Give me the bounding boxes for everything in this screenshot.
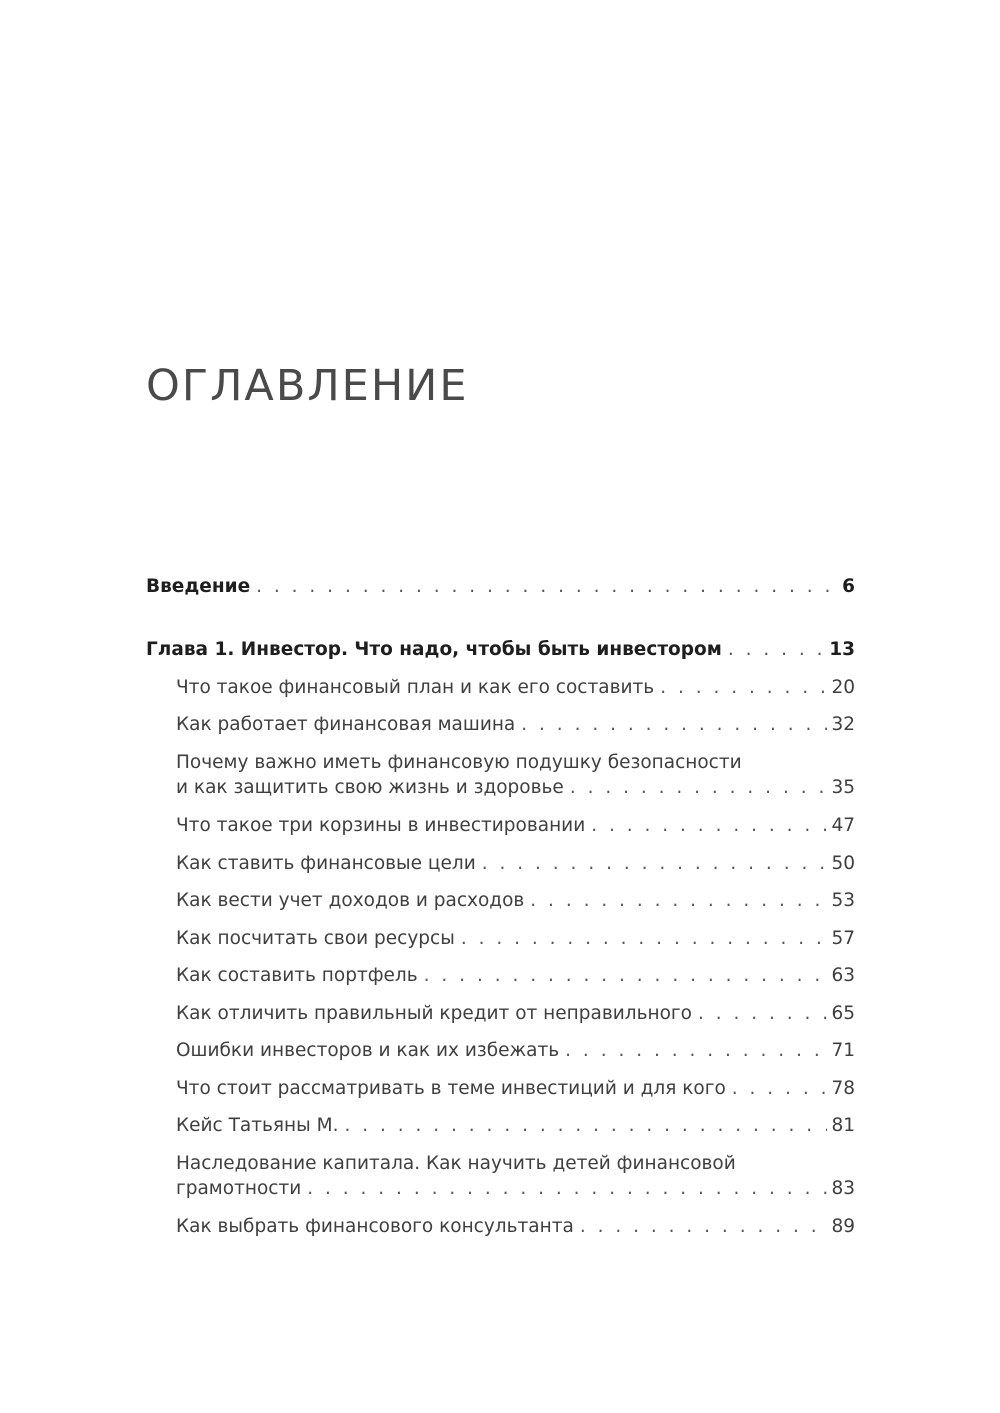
toc-entry-label: Что такое финансовый план и как его составить bbox=[176, 677, 655, 698]
page-title: ОГЛАВЛЕНИЕ bbox=[146, 361, 469, 411]
toc-entry-label: Как вести учет доходов и расходов bbox=[176, 890, 525, 911]
dot-leader bbox=[732, 1076, 828, 1101]
toc-entry[interactable] bbox=[176, 712, 855, 737]
toc-entry[interactable] bbox=[176, 1151, 855, 1201]
toc-entry[interactable] bbox=[176, 926, 855, 951]
toc-page-number: 53 bbox=[831, 890, 855, 911]
dot-leader bbox=[461, 926, 828, 951]
toc-entry-label: Как работает финансовая машина bbox=[176, 714, 516, 735]
toc-entry-label: Как составить портфель bbox=[176, 965, 418, 986]
toc-entry-label: Что такое три корзины в инвестировании bbox=[176, 815, 586, 836]
toc-entry-label: Введение bbox=[146, 576, 251, 597]
dot-leader bbox=[591, 813, 827, 838]
dot-leader bbox=[570, 775, 828, 800]
toc-entry[interactable] bbox=[176, 963, 855, 988]
toc-entry[interactable] bbox=[176, 851, 855, 876]
toc-page-number: 65 bbox=[831, 1003, 855, 1024]
toc-entry[interactable] bbox=[176, 1001, 855, 1026]
dot-leader bbox=[660, 675, 827, 700]
toc-page-number: 81 bbox=[831, 1115, 855, 1136]
dot-leader bbox=[530, 888, 827, 913]
toc-entry[interactable] bbox=[176, 1038, 855, 1063]
toc-entry[interactable] bbox=[176, 750, 855, 800]
toc-page-number: 13 bbox=[829, 639, 855, 660]
toc-entry-label: Как отличить правильный кредит от неправильного bbox=[176, 1003, 692, 1024]
toc-entry[interactable] bbox=[176, 1076, 855, 1101]
dot-leader bbox=[424, 963, 828, 988]
toc-entry-intro[interactable] bbox=[146, 574, 855, 599]
dot-leader bbox=[482, 851, 828, 876]
dot-leader bbox=[580, 1214, 828, 1239]
toc-entry[interactable] bbox=[176, 1214, 855, 1239]
toc-entry-chapter-1[interactable] bbox=[146, 637, 855, 662]
toc-entry-label: Как ставить финансовые цели bbox=[176, 853, 476, 874]
toc-page-number: 6 bbox=[842, 576, 855, 597]
toc-entry[interactable] bbox=[176, 813, 855, 838]
toc-page-number: 32 bbox=[831, 714, 855, 735]
dot-leader bbox=[521, 712, 827, 737]
dot-leader bbox=[256, 574, 829, 599]
toc-page-number: 50 bbox=[831, 853, 855, 874]
toc-page-number: 78 bbox=[831, 1078, 855, 1099]
toc-entry-label-line-1: Почему важно иметь финансовую подушку безопасности bbox=[176, 752, 742, 773]
toc-page-number: 71 bbox=[831, 1040, 855, 1061]
toc-entry-label: Как выбрать финансового консультанта bbox=[176, 1216, 574, 1237]
toc-entry-label: Ошибки инвесторов и как их избежать bbox=[176, 1040, 560, 1061]
dot-leader bbox=[307, 1176, 827, 1201]
dot-leader bbox=[728, 637, 825, 662]
dot-leader bbox=[344, 1113, 827, 1138]
toc-entry-label: Глава 1. Инвестор. Что надо, чтобы быть инвестором bbox=[146, 639, 722, 660]
toc-entry-label-line-1: Наследование капитала. Как научить детей финансовой bbox=[176, 1153, 736, 1174]
toc-entry[interactable] bbox=[176, 1113, 855, 1138]
dot-leader bbox=[698, 1001, 828, 1026]
toc-page-number: 83 bbox=[831, 1178, 855, 1199]
toc-page-number: 63 bbox=[831, 965, 855, 986]
toc-entry[interactable] bbox=[176, 675, 855, 700]
toc-entry-label: Кейс Татьяны М. bbox=[176, 1115, 339, 1136]
toc-page-number: 89 bbox=[831, 1216, 855, 1237]
toc-entry-label: Как посчитать свои ресурсы bbox=[176, 928, 455, 949]
dot-leader bbox=[565, 1038, 827, 1063]
toc-page-number: 35 bbox=[831, 777, 855, 798]
toc-entry-label: грамотности bbox=[176, 1178, 302, 1199]
toc-page-number: 20 bbox=[831, 677, 855, 698]
toc-entry-label: Что стоит рассматривать в теме инвестиций и для кого bbox=[176, 1078, 726, 1099]
toc-entry[interactable] bbox=[176, 888, 855, 913]
toc-page-number: 57 bbox=[831, 928, 855, 949]
toc-entry-label: и как защитить свою жизнь и здоровье bbox=[176, 777, 564, 798]
toc-page-number: 47 bbox=[831, 815, 855, 836]
